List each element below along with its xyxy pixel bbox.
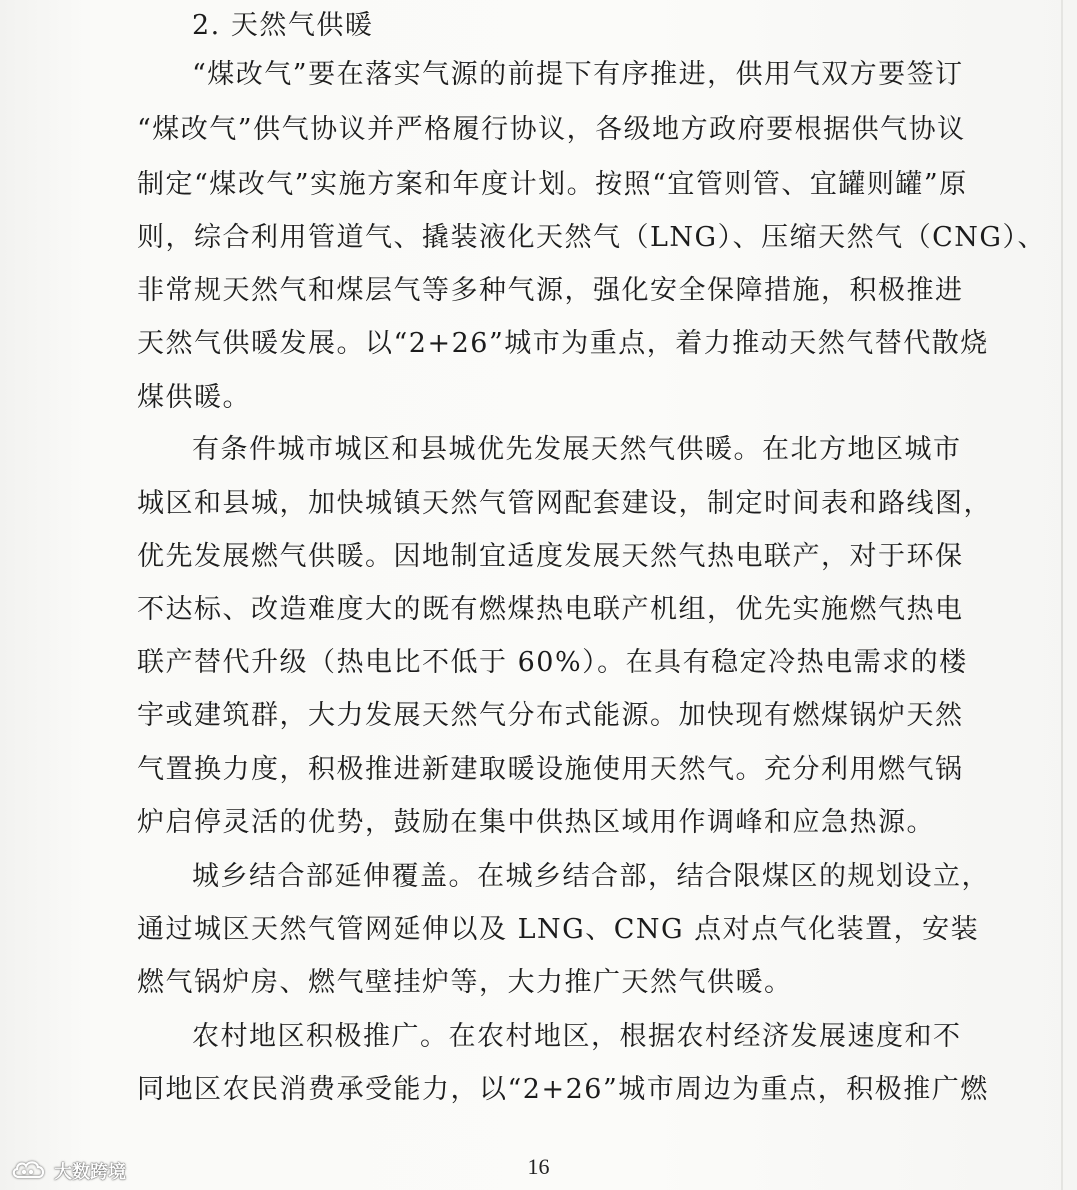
paragraph-line: 煤供暖。: [137, 382, 251, 413]
paragraph-line: 则，综合利用管道气、撬装液化天然气（LNG）、压缩天然气（CNG）、: [137, 222, 1046, 253]
paragraph-line: 不达标、改造难度大的既有燃煤热电联产机组，优先实施燃气热电: [137, 594, 964, 625]
paragraph-line: 炉启停灵活的优势，鼓励在集中供热区域用作调峰和应急热源。: [137, 807, 935, 838]
paragraph-line: 非常规天然气和煤层气等多种气源，强化安全保障措施，积极推进: [137, 275, 964, 306]
paragraph-line: 城乡结合部延伸覆盖。在城乡结合部，结合限煤区的规划设立，: [192, 861, 990, 892]
page-edge-shadow: [1061, 0, 1063, 1190]
paragraph-line: 天然气供暖发展。以“2+26”城市为重点，着力推动天然气替代散烧: [137, 328, 989, 359]
cloud-logo-icon: [10, 1158, 48, 1185]
paragraph-line: “煤改气”供气协议并严格履行协议，各级地方政府要根据供气协议: [137, 114, 966, 145]
paragraph-line: 通过城区天然气管网延伸以及 LNG、CNG 点对点气化装置，安装: [137, 914, 980, 945]
watermark-text: 大数跨境: [54, 1162, 126, 1183]
page-number: 16: [527, 1154, 550, 1179]
paragraph-line: 城区和县城，加快城镇天然气管网配套建设，制定时间表和路线图，: [137, 488, 992, 519]
section-heading: 2. 天然气供暖: [192, 10, 374, 41]
paragraph-line: 农村地区积极推广。在农村地区，根据农村经济发展速度和不: [192, 1021, 962, 1052]
paragraph-line: 制定“煤改气”实施方案和年度计划。按照“宜管则管、宜罐则罐”原: [137, 169, 968, 200]
paragraph-line: 优先发展燃气供暖。因地制宜适度发展天然气热电联产，对于环保: [137, 541, 964, 572]
watermark: [10, 1158, 126, 1184]
paragraph-line: 同地区农民消费承受能力，以“2+26”城市周边为重点，积极推广燃: [137, 1074, 989, 1105]
paragraph-line: “煤改气”要在落实气源的前提下有序推进，供用气双方要签订: [192, 59, 964, 90]
paragraph-line: 气置换力度，积极推进新建取暖设施使用天然气。充分利用燃气锅: [137, 754, 964, 785]
paragraph-line: 宇或建筑群，大力发展天然气分布式能源。加快现有燃煤锅炉天然: [137, 700, 964, 731]
paragraph-line: 联产替代升级（热电比不低于 60%）。在具有稳定冷热电需求的楼: [137, 647, 968, 678]
paragraph-line: 燃气锅炉房、燃气壁挂炉等，大力推广天然气供暖。: [137, 967, 793, 998]
paragraph-line: 有条件城市城区和县城优先发展天然气供暖。在北方地区城市: [192, 434, 962, 465]
